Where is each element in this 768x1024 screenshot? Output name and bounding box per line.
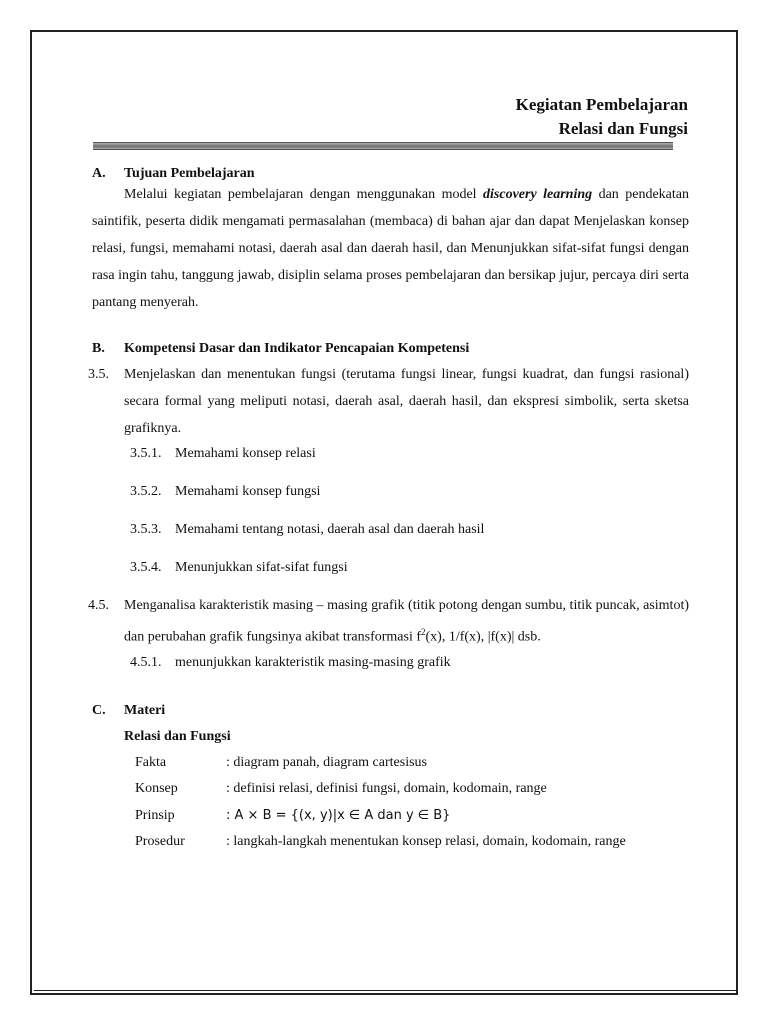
section-c-subtitle: Relasi dan Fungsi bbox=[124, 728, 231, 744]
materi-row bbox=[92, 803, 689, 830]
section-a-paragraph bbox=[92, 181, 689, 316]
materi-row bbox=[92, 776, 689, 803]
section-a-heading bbox=[92, 163, 689, 185]
kd-text-part1: Menganalisa karakteristik masing – masing grafik (titik potong dengan sumbu, titik puncak, asimtot) dan perubahan grafik fungsinya akibat transformasi f bbox=[124, 598, 689, 645]
section-c-heading bbox=[92, 700, 689, 722]
section-a-letter: A. bbox=[92, 166, 106, 181]
kd-number: 4.5. bbox=[88, 598, 109, 613]
kd-text-part2: (x), 1/f(x), |f(x)| dsb. bbox=[425, 629, 541, 645]
section-a-emphasis: discovery learning bbox=[483, 187, 593, 202]
materi-label: Prosedur bbox=[135, 834, 185, 850]
title-line-1: Kegiatan Pembelajaran bbox=[515, 95, 688, 114]
indicator-text: menunjukkan karakteristik masing-masing grafik bbox=[175, 654, 451, 670]
indicator-text: Memahami tentang notasi, daerah asal dan daerah hasil bbox=[175, 522, 485, 537]
indicator-item bbox=[92, 478, 689, 516]
materi-value: : diagram panah, diagram cartesisus bbox=[226, 754, 427, 770]
indicator-number: 3.5.2. bbox=[130, 484, 162, 499]
materi-label: Prinsip bbox=[135, 807, 175, 823]
kd-number: 3.5. bbox=[88, 367, 109, 382]
title-divider bbox=[93, 142, 673, 150]
indicator-item bbox=[92, 554, 689, 592]
section-c-title: Materi bbox=[124, 702, 166, 718]
kd-item-4-5 bbox=[88, 592, 689, 651]
kd-item-3-5 bbox=[88, 361, 689, 442]
kd-superscript: 2 bbox=[421, 627, 426, 637]
indicator-number: 3.5.4. bbox=[130, 560, 162, 575]
indicator-text: Menunjukkan sifat-sifat fungsi bbox=[175, 560, 348, 575]
materi-row bbox=[92, 829, 689, 856]
indicator-text: Memahami konsep relasi bbox=[175, 446, 316, 461]
indicator-text: Memahami konsep fungsi bbox=[175, 484, 321, 499]
section-b-title: Kompetensi Dasar dan Indikator Pencapaian Kompetensi bbox=[124, 341, 470, 356]
document-body bbox=[88, 163, 689, 856]
section-c-letter: C. bbox=[92, 702, 106, 718]
title-line-2: Relasi dan Fungsi bbox=[558, 119, 688, 138]
materi-value: : definisi relasi, definisi fungsi, domain, kodomain, range bbox=[226, 781, 547, 797]
section-a-title: Tujuan Pembelajaran bbox=[124, 166, 255, 181]
section-b-heading bbox=[92, 338, 689, 360]
materi-value-formula: : A × B = {(x, y)|x ∈ A dan y ∈ B} bbox=[226, 807, 451, 823]
materi-value: : langkah-langkah menentukan konsep relasi, domain, kodomain, range bbox=[226, 834, 626, 850]
indicator-item bbox=[92, 649, 689, 687]
materi-label: Konsep bbox=[135, 781, 178, 797]
indicator-number: 3.5.3. bbox=[130, 522, 162, 537]
materi-label: Fakta bbox=[135, 754, 167, 770]
section-c-subheading bbox=[92, 726, 689, 748]
kd-text: Menjelaskan dan menentukan fungsi (terutama fungsi linear, fungsi kuadrat, dan fungsi rasional) secara formal yang meliputi notasi, daerah asal, daerah hasil, dan ekspresi simbolik, serta sketsa grafiknya. bbox=[124, 367, 689, 436]
page-border-bottom-line bbox=[34, 990, 736, 991]
indicator-item bbox=[92, 516, 689, 554]
section-a-text-before: Melalui kegiatan pembelajaran dengan menggunakan model bbox=[124, 187, 484, 202]
document-title bbox=[516, 93, 688, 141]
indicator-item bbox=[92, 440, 689, 478]
indicator-number: 3.5.1. bbox=[130, 446, 162, 461]
section-b-letter: B. bbox=[92, 341, 105, 356]
materi-row bbox=[92, 750, 689, 777]
indicator-number: 4.5.1. bbox=[130, 654, 162, 670]
section-a-text-after: dan pendekatan saintifik, peserta didik mengamati permasalahan (membaca) di bahan ajar dan dapat Menjelaskan konsep relasi, fungsi, memahami notasi, daerah asal dan daerah hasil, dan Menunjukkan sifat-sifat fungsi dengan rasa ingin tahu, tanggung jawab, disiplin selama proses pembelajaran dan bersikap jujur, percaya diri serta pantang menyerah. bbox=[92, 187, 689, 310]
